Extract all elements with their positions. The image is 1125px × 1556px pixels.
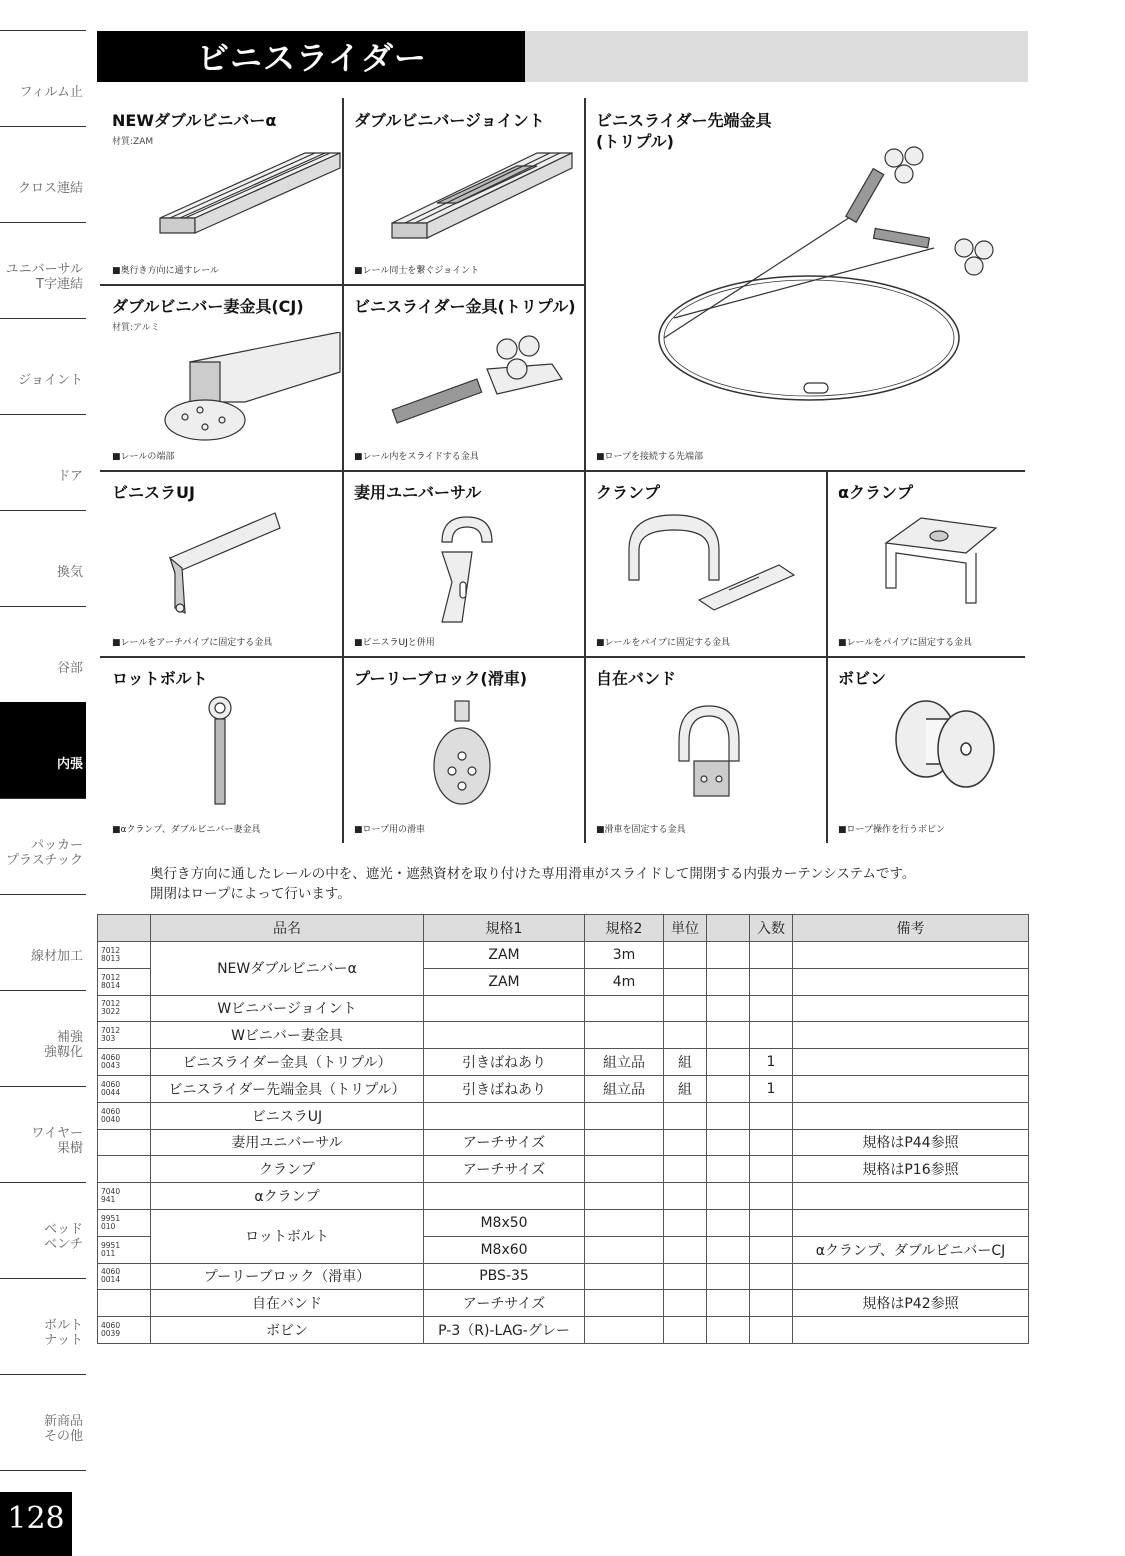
product-name: ビニスラUJ bbox=[112, 483, 195, 502]
cell-code bbox=[98, 1129, 151, 1156]
product-name: ロットボルト bbox=[112, 669, 208, 688]
sidebar-item-cross[interactable] bbox=[0, 126, 86, 222]
col-header-spec2: 規格2 bbox=[585, 915, 664, 942]
sidebar-label: 谷部 bbox=[56, 661, 83, 676]
cell-name: ビニスライダー先端金具（トリプル） bbox=[151, 1075, 424, 1102]
sidebar-item-new-other[interactable] bbox=[0, 1374, 86, 1470]
sidebar-label: ベッド ベンチ bbox=[43, 1222, 83, 1252]
cell-blank bbox=[707, 1236, 750, 1263]
product-material: 材質:ZAM bbox=[112, 137, 154, 147]
product-description: ■ビニスラUJと併用 bbox=[354, 638, 435, 648]
cell-spec2: 4m bbox=[585, 968, 664, 995]
cell-qty: 1 bbox=[750, 1075, 793, 1102]
cell-code: 7012 3022 bbox=[98, 995, 151, 1022]
cell-note: 規格はP42参照 bbox=[793, 1290, 1029, 1317]
end-bracket-icon bbox=[160, 332, 345, 442]
cell-spec2 bbox=[585, 1317, 664, 1344]
cell-code bbox=[98, 1156, 151, 1183]
cell-code: 9951 011 bbox=[98, 1236, 151, 1263]
cell-code: 4060 0014 bbox=[98, 1263, 151, 1290]
cell-spec2 bbox=[585, 1156, 664, 1183]
product-system-description: 奥行き方向に通したレールの中を、遮光・遮熱資材を取り付けた専用滑車がスライドして開閉する内張カーテンシステムです。 開閉はロープによって行います。 bbox=[150, 866, 916, 902]
cell-qty bbox=[750, 1290, 793, 1317]
cell-code: 7012 303 bbox=[98, 1022, 151, 1049]
cell-name: ビニスラUJ bbox=[151, 1102, 424, 1129]
sidebar-label: クロス連結 bbox=[17, 181, 83, 196]
product-name: ビニスライダー先端金具 (トリプル) bbox=[596, 111, 772, 151]
table-row bbox=[98, 1049, 1029, 1076]
sidebar-item-bed-bench[interactable] bbox=[0, 1182, 86, 1278]
cell-unit bbox=[664, 1102, 707, 1129]
cell-spec1: アーチサイズ bbox=[424, 1156, 585, 1183]
cell-spec2 bbox=[585, 1183, 664, 1210]
product-name: αクランプ bbox=[838, 483, 913, 502]
cell-spec2 bbox=[585, 1022, 664, 1049]
cell-note bbox=[793, 1317, 1029, 1344]
product-description: ■奥行き方向に通すレール bbox=[112, 266, 219, 276]
cell-blank bbox=[707, 995, 750, 1022]
product-name: ビニスライダー金具(トリプル) bbox=[354, 297, 576, 316]
cell-unit bbox=[664, 1129, 707, 1156]
table-row bbox=[98, 1022, 1029, 1049]
cell-unit: 組 bbox=[664, 1075, 707, 1102]
cell-blank bbox=[707, 1022, 750, 1049]
cell-qty bbox=[750, 1156, 793, 1183]
cell-unit: 組 bbox=[664, 1049, 707, 1076]
cell-spec2 bbox=[585, 1236, 664, 1263]
cell-unit bbox=[664, 942, 707, 969]
page-number: 128 bbox=[0, 1492, 72, 1556]
cell-note bbox=[793, 942, 1029, 969]
category-sidebar bbox=[0, 30, 86, 1530]
cell-qty bbox=[750, 968, 793, 995]
product-cell bbox=[342, 656, 584, 843]
table-header-row bbox=[98, 915, 1029, 942]
table-row bbox=[98, 1263, 1029, 1290]
cell-note: αクランプ、ダブルビニバーCJ bbox=[793, 1236, 1029, 1263]
page-title: ビニスライダー bbox=[197, 39, 428, 77]
sidebar-label: 線材加工 bbox=[30, 949, 83, 964]
table-row bbox=[98, 1156, 1029, 1183]
product-name: ダブルビニバージョイント bbox=[354, 111, 545, 130]
cell-spec1 bbox=[424, 1183, 585, 1210]
product-cell bbox=[342, 284, 584, 470]
cell-code: 9951 010 bbox=[98, 1209, 151, 1236]
sidebar-label: ワイヤー 果樹 bbox=[31, 1126, 83, 1156]
cell-note: 規格はP16参照 bbox=[793, 1156, 1029, 1183]
spec-table bbox=[97, 914, 1029, 1344]
cell-blank bbox=[707, 1129, 750, 1156]
product-cell bbox=[584, 470, 826, 656]
cell-spec1 bbox=[424, 1022, 585, 1049]
cell-name: Wビニバー妻金具 bbox=[151, 1022, 424, 1049]
cell-unit bbox=[664, 1183, 707, 1210]
sidebar-item-wire-orchard[interactable] bbox=[0, 1086, 86, 1182]
cell-code: 4060 0040 bbox=[98, 1102, 151, 1129]
cell-code: 7012 8013 bbox=[98, 942, 151, 969]
table-row bbox=[98, 1102, 1029, 1129]
sidebar-item-reinforcement[interactable] bbox=[0, 990, 86, 1086]
cell-unit bbox=[664, 995, 707, 1022]
cell-spec1: ZAM bbox=[424, 968, 585, 995]
product-description: ■レールをアーチパイプに固定する金具 bbox=[112, 638, 273, 648]
sidebar-label: 内張 bbox=[56, 757, 83, 772]
table-row bbox=[98, 995, 1029, 1022]
product-description: ■ロープ用の滑車 bbox=[354, 825, 426, 835]
cell-unit bbox=[664, 1022, 707, 1049]
cell-note bbox=[793, 995, 1029, 1022]
product-description: ■滑車を固定する金具 bbox=[596, 825, 686, 835]
bobbin-icon bbox=[891, 694, 1001, 794]
pulley-icon bbox=[427, 696, 497, 806]
sidebar-label: 補強 強靱化 bbox=[43, 1030, 83, 1060]
product-description: ■ロープを接続する先端部 bbox=[596, 452, 704, 462]
product-description: ■ロープ操作を行うボビン bbox=[838, 825, 946, 835]
cell-note: 規格はP44参照 bbox=[793, 1129, 1029, 1156]
cell-unit bbox=[664, 1209, 707, 1236]
product-name: プーリーブロック(滑車) bbox=[354, 669, 528, 688]
cell-spec1: M8x50 bbox=[424, 1209, 585, 1236]
product-cell bbox=[826, 656, 1025, 843]
product-description: ■レール内をスライドする金具 bbox=[354, 452, 479, 462]
cell-qty bbox=[750, 1317, 793, 1344]
cell-code: 7012 8014 bbox=[98, 968, 151, 995]
cell-blank bbox=[707, 942, 750, 969]
product-description: ■レールをパイプに固定する金具 bbox=[838, 638, 973, 648]
product-cell bbox=[100, 656, 342, 843]
cell-code bbox=[98, 1290, 151, 1317]
sidebar-item-inner-lining[interactable] bbox=[0, 702, 86, 798]
cell-unit bbox=[664, 1156, 707, 1183]
cell-blank bbox=[707, 1317, 750, 1344]
sidebar-item-universal[interactable] bbox=[0, 222, 86, 318]
product-cell bbox=[342, 470, 584, 656]
product-name: ダブルビニバー妻金具(CJ) bbox=[112, 297, 304, 316]
cell-spec2 bbox=[585, 995, 664, 1022]
cell-code: 7040 941 bbox=[98, 1183, 151, 1210]
product-grid bbox=[100, 98, 1025, 843]
cell-unit bbox=[664, 1263, 707, 1290]
col-header-blank bbox=[707, 915, 750, 942]
sidebar-label: 換気 bbox=[56, 565, 83, 580]
sidebar-item-wire-processing[interactable] bbox=[0, 894, 86, 990]
cell-spec2: 3m bbox=[585, 942, 664, 969]
title-bar-extension bbox=[525, 31, 1028, 82]
table-row bbox=[98, 942, 1029, 969]
rail-joint-icon bbox=[387, 148, 577, 248]
product-description: ■αクランプ、ダブルビニバー妻金具 bbox=[112, 825, 261, 835]
cell-name: NEWダブルビニバーα bbox=[151, 942, 424, 996]
product-cell bbox=[100, 470, 342, 656]
cell-spec2 bbox=[585, 1209, 664, 1236]
clamp-icon bbox=[619, 510, 799, 615]
table-row bbox=[98, 1075, 1029, 1102]
product-cell bbox=[342, 98, 584, 284]
table-row bbox=[98, 1317, 1029, 1344]
cell-qty bbox=[750, 1236, 793, 1263]
cell-blank bbox=[707, 1102, 750, 1129]
cell-name: ロットボルト bbox=[151, 1209, 424, 1263]
cell-qty bbox=[750, 942, 793, 969]
product-name: NEWダブルビニバーα bbox=[112, 111, 277, 130]
cell-qty bbox=[750, 1263, 793, 1290]
sidebar-label: ボルト ナット bbox=[43, 1318, 83, 1348]
cell-qty bbox=[750, 1183, 793, 1210]
cell-note bbox=[793, 1183, 1029, 1210]
col-header-unit: 単位 bbox=[664, 915, 707, 942]
cell-blank bbox=[707, 968, 750, 995]
cell-spec2: 組立品 bbox=[585, 1075, 664, 1102]
eye-bolt-icon bbox=[200, 694, 240, 814]
cell-qty: 1 bbox=[750, 1049, 793, 1076]
sidebar-item-bolt-nut[interactable] bbox=[0, 1278, 86, 1374]
table-row bbox=[98, 1209, 1029, 1236]
product-cell bbox=[584, 98, 1025, 470]
sidebar-label: ドア bbox=[57, 469, 83, 484]
cell-blank bbox=[707, 1290, 750, 1317]
cell-spec1: P-3（R)-LAG-グレー bbox=[424, 1317, 585, 1344]
cell-name: Wビニバージョイント bbox=[151, 995, 424, 1022]
cell-spec2: 組立品 bbox=[585, 1049, 664, 1076]
col-header-qty: 入数 bbox=[750, 915, 793, 942]
col-header-name: 品名 bbox=[151, 915, 424, 942]
sidebar-item-joint[interactable] bbox=[0, 318, 86, 414]
cell-spec1 bbox=[424, 1102, 585, 1129]
cell-spec2 bbox=[585, 1129, 664, 1156]
alpha-clamp-icon bbox=[881, 508, 1001, 618]
cell-spec1: PBS-35 bbox=[424, 1263, 585, 1290]
cell-qty bbox=[750, 995, 793, 1022]
product-name: 自在バンド bbox=[596, 669, 677, 688]
product-cell bbox=[100, 98, 342, 284]
product-cell bbox=[584, 656, 826, 843]
cell-unit bbox=[664, 1236, 707, 1263]
cell-code: 4060 0044 bbox=[98, 1075, 151, 1102]
cell-qty bbox=[750, 1129, 793, 1156]
cell-name: プーリーブロック（滑車） bbox=[151, 1263, 424, 1290]
cell-blank bbox=[707, 1183, 750, 1210]
product-description: ■レールをパイプに固定する金具 bbox=[596, 638, 731, 648]
cell-spec2 bbox=[585, 1263, 664, 1290]
product-material: 材質:アルミ bbox=[112, 323, 160, 333]
double-rail-icon bbox=[155, 148, 345, 248]
sidebar-label: パッカー プラスチック bbox=[6, 838, 83, 868]
sidebar-item-valley[interactable] bbox=[0, 606, 86, 702]
sidebar-label: ジョイント bbox=[18, 373, 83, 388]
cell-name: αクランプ bbox=[151, 1183, 424, 1210]
sidebar-label: フィルム止 bbox=[19, 85, 83, 100]
cell-qty bbox=[750, 1102, 793, 1129]
cell-blank bbox=[707, 1209, 750, 1236]
sidebar-item-packer[interactable] bbox=[0, 798, 86, 894]
product-description: ■レール同士を繋ぐジョイント bbox=[354, 266, 480, 276]
cell-name: ボビン bbox=[151, 1317, 424, 1344]
product-name: 妻用ユニバーサル bbox=[354, 483, 482, 502]
cell-name: ビニスライダー金具（トリプル） bbox=[151, 1049, 424, 1076]
product-cell bbox=[100, 284, 342, 470]
cell-blank bbox=[707, 1156, 750, 1183]
cell-spec1: M8x60 bbox=[424, 1236, 585, 1263]
uj-bracket-icon bbox=[160, 508, 320, 623]
universal-clip-icon bbox=[432, 512, 512, 627]
cell-note bbox=[793, 1049, 1029, 1076]
product-name: ボビン bbox=[838, 669, 887, 688]
title-bar bbox=[97, 31, 525, 82]
cell-blank bbox=[707, 1075, 750, 1102]
product-cell bbox=[826, 470, 1025, 656]
cell-name: クランプ bbox=[151, 1156, 424, 1183]
cell-qty bbox=[750, 1209, 793, 1236]
cell-unit bbox=[664, 1290, 707, 1317]
sidebar-item-film[interactable] bbox=[0, 30, 86, 126]
cell-unit bbox=[664, 1317, 707, 1344]
table-row bbox=[98, 1183, 1029, 1210]
cell-unit bbox=[664, 968, 707, 995]
cell-spec2 bbox=[585, 1290, 664, 1317]
triple-slider-icon bbox=[387, 324, 572, 434]
cell-spec1: 引きばねあり bbox=[424, 1049, 585, 1076]
cell-note bbox=[793, 1022, 1029, 1049]
cell-note bbox=[793, 1102, 1029, 1129]
product-name: クランプ bbox=[596, 483, 661, 502]
table-row bbox=[98, 1290, 1029, 1317]
cell-spec1: アーチサイズ bbox=[424, 1290, 585, 1317]
rope-slider-icon bbox=[634, 138, 1024, 428]
col-header-spec1: 規格1 bbox=[424, 915, 585, 942]
col-header-code bbox=[98, 915, 151, 942]
pipe-band-icon bbox=[669, 701, 749, 806]
product-description: ■レールの端部 bbox=[112, 452, 175, 462]
sidebar-item-ventilation[interactable] bbox=[0, 510, 86, 606]
cell-code: 4060 0043 bbox=[98, 1049, 151, 1076]
cell-note bbox=[793, 1209, 1029, 1236]
cell-note bbox=[793, 1263, 1029, 1290]
sidebar-label: ユニバーサル T字連結 bbox=[5, 262, 83, 292]
cell-note bbox=[793, 1075, 1029, 1102]
cell-blank bbox=[707, 1049, 750, 1076]
cell-code: 4060 0039 bbox=[98, 1317, 151, 1344]
table-row bbox=[98, 1129, 1029, 1156]
cell-spec1: 引きばねあり bbox=[424, 1075, 585, 1102]
cell-spec1: ZAM bbox=[424, 942, 585, 969]
cell-spec1: アーチサイズ bbox=[424, 1129, 585, 1156]
cell-note bbox=[793, 968, 1029, 995]
cell-name: 自在バンド bbox=[151, 1290, 424, 1317]
cell-spec1 bbox=[424, 995, 585, 1022]
cell-spec2 bbox=[585, 1102, 664, 1129]
cell-blank bbox=[707, 1263, 750, 1290]
col-header-note: 備考 bbox=[793, 915, 1029, 942]
cell-name: 妻用ユニバーサル bbox=[151, 1129, 424, 1156]
sidebar-label: 新商品 その他 bbox=[43, 1414, 83, 1444]
cell-qty bbox=[750, 1022, 793, 1049]
sidebar-item-door[interactable] bbox=[0, 414, 86, 510]
